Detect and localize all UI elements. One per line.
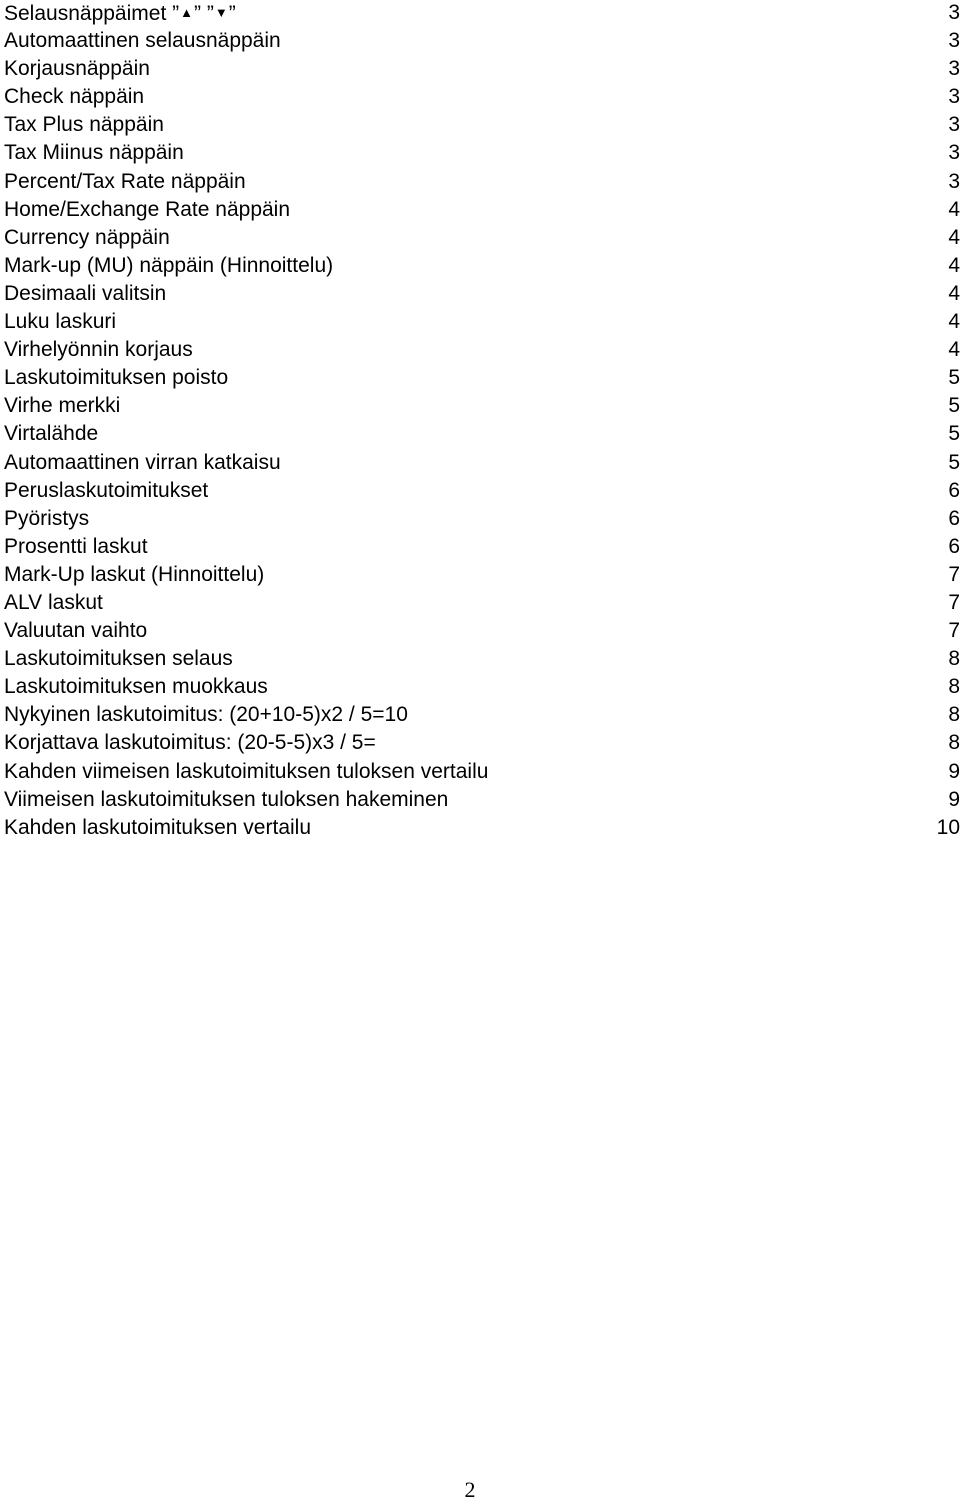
toc-entry-page: 3 — [948, 29, 960, 53]
toc-entry — [4, 702, 960, 730]
toc-entry-title: Automaattinen virran katkaisu — [4, 450, 281, 474]
toc-entry — [4, 646, 960, 674]
toc-entry-title: Luku laskuri — [4, 310, 117, 334]
toc-entry-title: Virhelyönnin korjaus — [4, 338, 193, 362]
toc-entry — [4, 759, 960, 787]
toc-entry-page: 3 — [948, 57, 960, 81]
toc-entry — [4, 28, 960, 56]
toc-entry-page: 3 — [948, 113, 960, 137]
toc-entry — [4, 337, 960, 365]
toc-entry-title: Nykyinen laskutoimitus: (20+10-5)x2 / 5=10 — [4, 703, 408, 727]
arrow-down-icon: ▼ — [214, 5, 228, 20]
toc-entry-title: Virhe merkki — [4, 394, 121, 418]
toc-entry-page: 3 — [948, 141, 960, 165]
toc-entry-title: Automaattinen selausnäppäin — [4, 29, 281, 53]
toc-entry-title: Prosentti laskut — [4, 534, 148, 558]
toc-entry-page: 3 — [948, 169, 960, 193]
toc-entry-page: 4 — [948, 253, 960, 277]
toc-entry — [4, 674, 960, 702]
toc-entry-page: 7 — [948, 562, 960, 586]
toc-entry — [4, 253, 960, 281]
toc-entry-title: Laskutoimituksen muokkaus — [4, 675, 268, 699]
toc-entry-title: Peruslaskutoimitukset — [4, 478, 209, 502]
toc-entry — [4, 140, 960, 168]
toc-entry-page: 8 — [948, 731, 960, 755]
quote-mark: ” — [172, 2, 180, 25]
toc-entry — [4, 197, 960, 225]
toc-entry — [4, 393, 960, 421]
toc-entry-title: Viimeisen laskutoimituksen tuloksen hakeminen — [4, 787, 449, 811]
arrow-up-icon: ▲ — [180, 5, 193, 20]
toc-entry-page: 6 — [948, 478, 960, 502]
toc-entry — [4, 506, 960, 534]
toc-entry-title: Check näppäin — [4, 85, 145, 109]
arrow-keys-group — [166, 2, 235, 25]
toc-entry-page: 6 — [948, 534, 960, 558]
table-of-contents — [4, 0, 960, 843]
toc-entry — [4, 0, 960, 28]
toc-entry-page: 6 — [948, 506, 960, 530]
toc-entry-page: 8 — [948, 675, 960, 699]
toc-entry — [4, 365, 960, 393]
toc-entry-title: ALV laskut — [4, 590, 103, 614]
toc-entry-page: 10 — [936, 815, 960, 839]
toc-entry-page: 5 — [948, 422, 960, 446]
toc-entry-page: 5 — [948, 450, 960, 474]
toc-entry — [4, 787, 960, 815]
toc-entry-title: Mark-Up laskut (Hinnoittelu) — [4, 562, 265, 586]
quote-mark: ” — [194, 2, 201, 25]
toc-entry-page: 8 — [948, 647, 960, 671]
toc-entry-title: Korjausnäppäin — [4, 57, 150, 81]
toc-entry-title: Tax Plus näppäin — [4, 113, 164, 137]
toc-entry — [4, 562, 960, 590]
toc-entry-title: Valuutan vaihto — [4, 619, 148, 643]
toc-entry-page: 7 — [948, 619, 960, 643]
toc-entry-title: Tax Miinus näppäin — [4, 141, 184, 165]
toc-entry — [4, 225, 960, 253]
quote-mark: ” — [206, 2, 214, 25]
toc-entry-title: Home/Exchange Rate näppäin — [4, 197, 291, 221]
toc-entry — [4, 169, 960, 197]
toc-entry-page: 4 — [948, 338, 960, 362]
toc-entry — [4, 84, 960, 112]
toc-entry-title: Virtalähde — [4, 422, 99, 446]
toc-entry — [4, 730, 960, 758]
toc-entry — [4, 281, 960, 309]
toc-entry-title: Korjattava laskutoimitus: (20-5-5)x3 / 5= — [4, 731, 376, 755]
page-number: 2 — [464, 1477, 476, 1502]
toc-entry-title: Laskutoimituksen poisto — [4, 366, 229, 390]
toc-entry — [4, 309, 960, 337]
toc-entry-page: 9 — [948, 787, 960, 811]
toc-entry-page: 9 — [948, 759, 960, 783]
toc-entry-title: Pyöristys — [4, 506, 90, 530]
toc-entry — [4, 815, 960, 843]
toc-entry-page: 3 — [948, 1, 960, 24]
toc-entry-title: Percent/Tax Rate näppäin — [4, 169, 246, 193]
toc-entry-page: 3 — [948, 85, 960, 109]
quote-mark: ” — [228, 2, 236, 25]
toc-entry-title: Currency näppäin — [4, 225, 170, 249]
toc-entry — [4, 618, 960, 646]
toc-entry — [4, 478, 960, 506]
toc-entry-page: 8 — [948, 703, 960, 727]
toc-entry-page: 5 — [948, 394, 960, 418]
toc-entry-page: 7 — [948, 590, 960, 614]
toc-entry-title: Desimaali valitsin — [4, 281, 167, 305]
toc-entry-title: Kahden laskutoimituksen vertailu — [4, 815, 312, 839]
toc-entry — [4, 450, 960, 478]
toc-entry — [4, 112, 960, 140]
toc-entry-title: Laskutoimituksen selaus — [4, 647, 233, 671]
toc-entry-title: Mark-up (MU) näppäin (Hinnoittelu) — [4, 253, 334, 277]
toc-entry-page: 4 — [948, 281, 960, 305]
toc-entry-page: 4 — [948, 310, 960, 334]
toc-entry — [4, 421, 960, 449]
toc-entry-page: 4 — [948, 197, 960, 221]
toc-entry-page: 5 — [948, 366, 960, 390]
toc-entry-title: Selausnäppäimet ”▲” ”▼” — [4, 2, 236, 25]
toc-entry — [4, 590, 960, 618]
toc-entry-page: 4 — [948, 225, 960, 249]
toc-entry — [4, 534, 960, 562]
toc-entry-title: Kahden viimeisen laskutoimituksen tuloksen vertailu — [4, 759, 489, 783]
toc-entry — [4, 56, 960, 84]
